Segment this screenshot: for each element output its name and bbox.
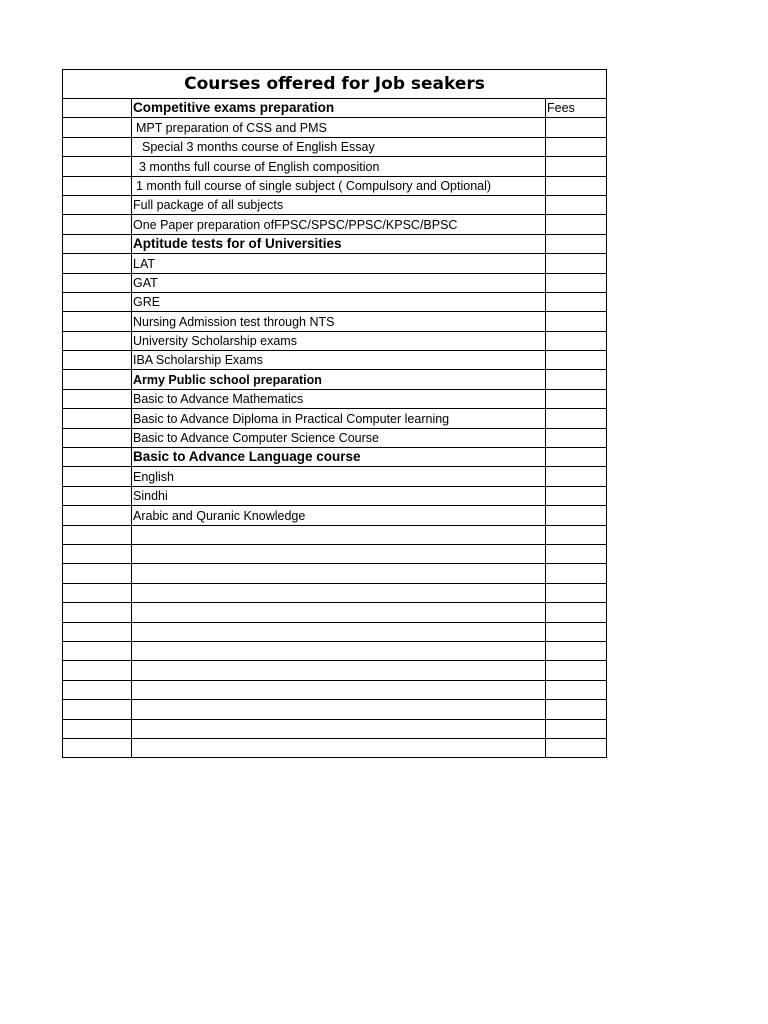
fee-cell[interactable] (546, 215, 607, 234)
empty-cell[interactable] (63, 331, 132, 350)
empty-cell[interactable] (63, 719, 132, 738)
fee-cell[interactable] (546, 234, 607, 253)
empty-cell[interactable] (63, 157, 132, 176)
empty-cell[interactable] (63, 176, 132, 195)
empty-cell[interactable] (63, 409, 132, 428)
title-row (63, 70, 607, 99)
course-sheet (62, 69, 606, 758)
empty-cell[interactable] (63, 428, 132, 447)
fee-cell[interactable] (546, 351, 607, 370)
empty-row (63, 700, 607, 719)
course-cell[interactable]: GAT (132, 273, 546, 292)
empty-cell[interactable] (63, 118, 132, 137)
table-row (63, 273, 607, 292)
empty-cell[interactable] (132, 544, 546, 563)
fee-cell[interactable] (546, 448, 607, 467)
empty-cell[interactable] (546, 661, 607, 680)
table-row (63, 137, 607, 156)
fee-cell[interactable] (546, 506, 607, 525)
table-row (63, 467, 607, 486)
fees-header[interactable]: Fees (546, 99, 607, 118)
table-row (63, 118, 607, 137)
fee-cell[interactable] (546, 389, 607, 408)
course-cell[interactable]: 1 month full course of single subject ( Compulsory and Optional) (132, 176, 546, 195)
table-row (63, 157, 607, 176)
empty-cell[interactable] (63, 292, 132, 311)
empty-cell[interactable] (63, 661, 132, 680)
empty-cell[interactable] (63, 389, 132, 408)
empty-cell[interactable] (63, 351, 132, 370)
empty-row (63, 583, 607, 602)
course-cell[interactable]: MPT preparation of CSS and PMS (132, 118, 546, 137)
empty-cell[interactable] (63, 448, 132, 467)
section-heading[interactable]: Basic to Advance Language course (132, 448, 546, 467)
empty-cell[interactable] (546, 700, 607, 719)
empty-cell[interactable] (546, 564, 607, 583)
empty-cell[interactable] (63, 370, 132, 389)
empty-cell[interactable] (546, 583, 607, 602)
empty-cell[interactable] (546, 680, 607, 699)
fee-cell[interactable] (546, 467, 607, 486)
section-heading[interactable]: Army Public school preparation (132, 370, 546, 389)
course-cell[interactable]: One Paper preparation ofFPSC/SPSC/PPSC/KPSC/BPSC (132, 215, 546, 234)
table-row (63, 292, 607, 311)
empty-cell[interactable] (63, 564, 132, 583)
course-cell[interactable]: Arabic and Quranic Knowledge (132, 506, 546, 525)
empty-cell[interactable] (63, 544, 132, 563)
empty-cell[interactable] (132, 525, 546, 544)
empty-row (63, 719, 607, 738)
courses-table (62, 69, 607, 758)
course-cell[interactable]: Special 3 months course of English Essay (132, 137, 546, 156)
empty-cell[interactable] (63, 641, 132, 660)
fee-cell[interactable] (546, 409, 607, 428)
table-row (63, 99, 607, 118)
fee-cell[interactable] (546, 118, 607, 137)
empty-cell[interactable] (63, 506, 132, 525)
empty-row (63, 525, 607, 544)
empty-cell[interactable] (132, 700, 546, 719)
fee-cell[interactable] (546, 292, 607, 311)
course-cell[interactable]: University Scholarship exams (132, 331, 546, 350)
fee-cell[interactable] (546, 370, 607, 389)
empty-cell[interactable] (63, 603, 132, 622)
empty-cell[interactable] (132, 583, 546, 602)
empty-cell[interactable] (132, 564, 546, 583)
empty-cell[interactable] (132, 738, 546, 757)
empty-row (63, 603, 607, 622)
table-row (63, 506, 607, 525)
empty-cell[interactable] (63, 273, 132, 292)
empty-cell[interactable] (63, 234, 132, 253)
section-heading[interactable]: Competitive exams preparation (132, 99, 546, 118)
course-cell[interactable]: Basic to Advance Mathematics (132, 389, 546, 408)
empty-cell[interactable] (132, 603, 546, 622)
fee-cell[interactable] (546, 331, 607, 350)
fee-cell[interactable] (546, 176, 607, 195)
course-cell[interactable]: Sindhi (132, 486, 546, 505)
fee-cell[interactable] (546, 254, 607, 273)
empty-row (63, 738, 607, 757)
empty-cell[interactable] (546, 622, 607, 641)
empty-cell[interactable] (63, 195, 132, 214)
empty-cell[interactable] (132, 622, 546, 641)
table-row (63, 331, 607, 350)
empty-row (63, 622, 607, 641)
course-cell[interactable]: IBA Scholarship Exams (132, 351, 546, 370)
fee-cell[interactable] (546, 157, 607, 176)
empty-row (63, 680, 607, 699)
empty-cell[interactable] (132, 641, 546, 660)
empty-cell[interactable] (63, 467, 132, 486)
table-row (63, 312, 607, 331)
empty-cell[interactable] (63, 137, 132, 156)
table-row (63, 176, 607, 195)
empty-cell[interactable] (546, 641, 607, 660)
empty-cell[interactable] (63, 738, 132, 757)
empty-cell[interactable] (546, 719, 607, 738)
empty-cell[interactable] (546, 738, 607, 757)
table-row (63, 409, 607, 428)
fee-cell[interactable] (546, 312, 607, 331)
course-cell[interactable]: Full package of all subjects (132, 195, 546, 214)
empty-cell[interactable] (132, 680, 546, 699)
section-heading[interactable]: Aptitude tests for of Universities (132, 234, 546, 253)
empty-row (63, 544, 607, 563)
blank-rows (63, 525, 607, 758)
course-cell[interactable]: English (132, 467, 546, 486)
course-cell[interactable]: GRE (132, 292, 546, 311)
empty-row (63, 661, 607, 680)
empty-cell[interactable] (63, 486, 132, 505)
table-row (63, 195, 607, 214)
course-cell[interactable]: Basic to Advance Diploma in Practical Computer learning (132, 409, 546, 428)
table-row (63, 448, 607, 467)
course-cell[interactable]: Nursing Admission test through NTS (132, 312, 546, 331)
empty-row (63, 641, 607, 660)
empty-cell[interactable] (63, 312, 132, 331)
table-row (63, 254, 607, 273)
table-row (63, 389, 607, 408)
empty-cell[interactable] (63, 622, 132, 641)
empty-cell[interactable] (63, 254, 132, 273)
empty-cell[interactable] (132, 661, 546, 680)
table-row (63, 370, 607, 389)
fee-cell[interactable] (546, 428, 607, 447)
fee-cell[interactable] (546, 195, 607, 214)
table-row (63, 486, 607, 505)
empty-cell[interactable] (63, 700, 132, 719)
empty-cell[interactable] (63, 680, 132, 699)
course-cell[interactable]: Basic to Advance Computer Science Course (132, 428, 546, 447)
table-row (63, 215, 607, 234)
table-row (63, 351, 607, 370)
fee-cell[interactable] (546, 137, 607, 156)
fee-cell[interactable] (546, 486, 607, 505)
course-cell[interactable]: 3 months full course of English composition (132, 157, 546, 176)
empty-cell[interactable] (546, 603, 607, 622)
sheet-title: Courses offered for Job seakers (63, 70, 607, 99)
empty-cell[interactable] (63, 525, 132, 544)
empty-cell[interactable] (63, 215, 132, 234)
empty-cell[interactable] (63, 99, 132, 118)
empty-cell[interactable] (63, 583, 132, 602)
course-cell[interactable]: LAT (132, 254, 546, 273)
empty-cell[interactable] (546, 544, 607, 563)
table-row (63, 234, 607, 253)
table-row (63, 428, 607, 447)
empty-cell[interactable] (546, 525, 607, 544)
fee-cell[interactable] (546, 273, 607, 292)
empty-row (63, 564, 607, 583)
empty-cell[interactable] (132, 719, 546, 738)
